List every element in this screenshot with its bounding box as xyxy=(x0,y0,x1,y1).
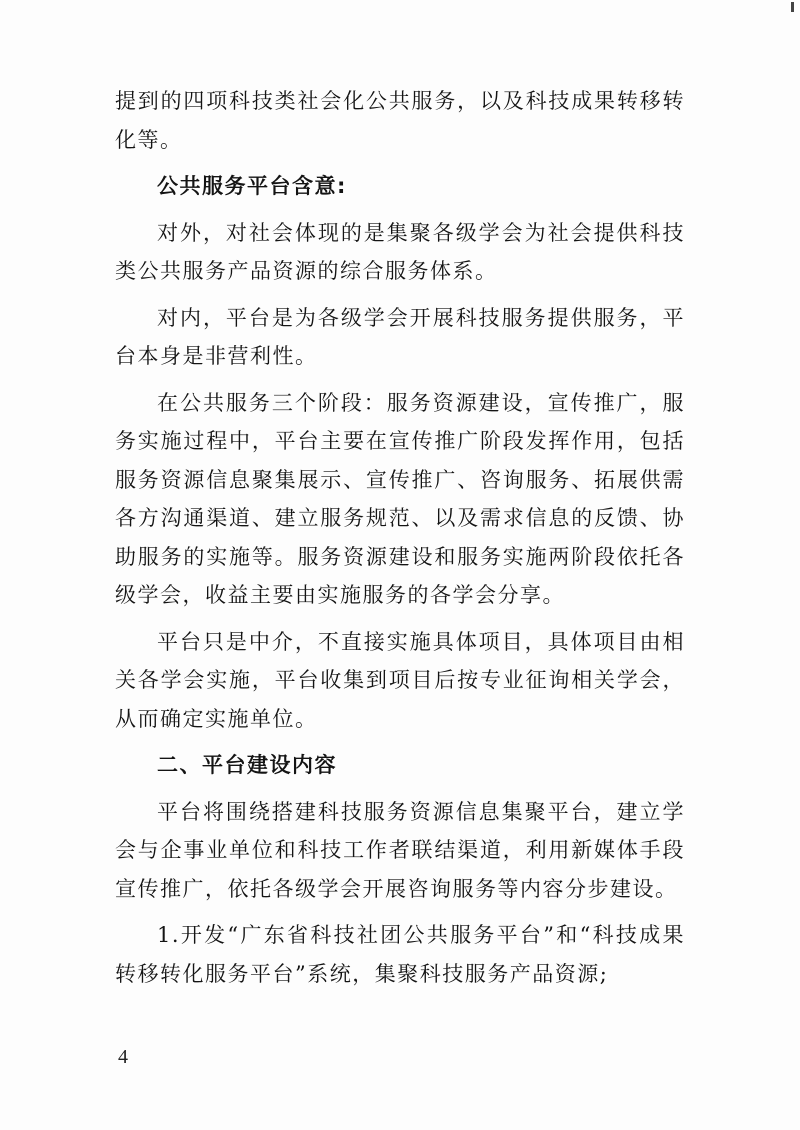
page-number: 4 xyxy=(118,1046,128,1068)
paragraph-item-1: 1.开发“广东省科技社团公共服务平台”和“科技成果转移转化服务平台”系统，集聚科技服务产品资源; xyxy=(115,923,685,986)
paragraph-internal: 对内，平台是为各级学会开展科技服务提供服务，平台本身是非营利性。 xyxy=(115,305,685,368)
body-text xyxy=(115,82,685,1001)
paragraph-intermediary: 平台只是中介，不直接实施具体项目，具体项目由相关各学会实施，平台收集到项目后按专业征询相关学会，从而确定实施单位。 xyxy=(115,629,685,731)
section-heading-platform-meaning: 公共服务平台含意: xyxy=(157,174,347,198)
paragraph-continuation: 提到的四项科技类社会化公共服务，以及科技成果转移转化等。 xyxy=(115,89,685,152)
scan-edge-mark xyxy=(791,2,794,12)
paragraph-three-stages: 在公共服务三个阶段：服务资源建设，宣传推广，服务实施过程中，平台主要在宣传推广阶段发挥作用，包括服务资源信息聚集展示、宣传推广、咨询服务、拓展供需各方沟通渠道、建立服务规范、以及需求信息的反馈、协助服务的实施等。服务资源建设和服务实施两阶段依托各级学会，收益主要由实施服务的各学会分享。 xyxy=(115,390,685,607)
paragraph-construction-overview: 平台将围绕搭建科技服务资源信息集聚平台，建立学会与企事业单位和科技工作者联结渠道，利用新媒体手段宣传推广，依托各级学会开展咨询服务等内容分步建设。 xyxy=(115,799,685,901)
paragraph-external: 对外，对社会体现的是集聚各级学会为社会提供科技类公共服务产品资源的综合服务体系。 xyxy=(115,220,685,283)
section-heading-construction: 二、平台建设内容 xyxy=(157,753,337,777)
